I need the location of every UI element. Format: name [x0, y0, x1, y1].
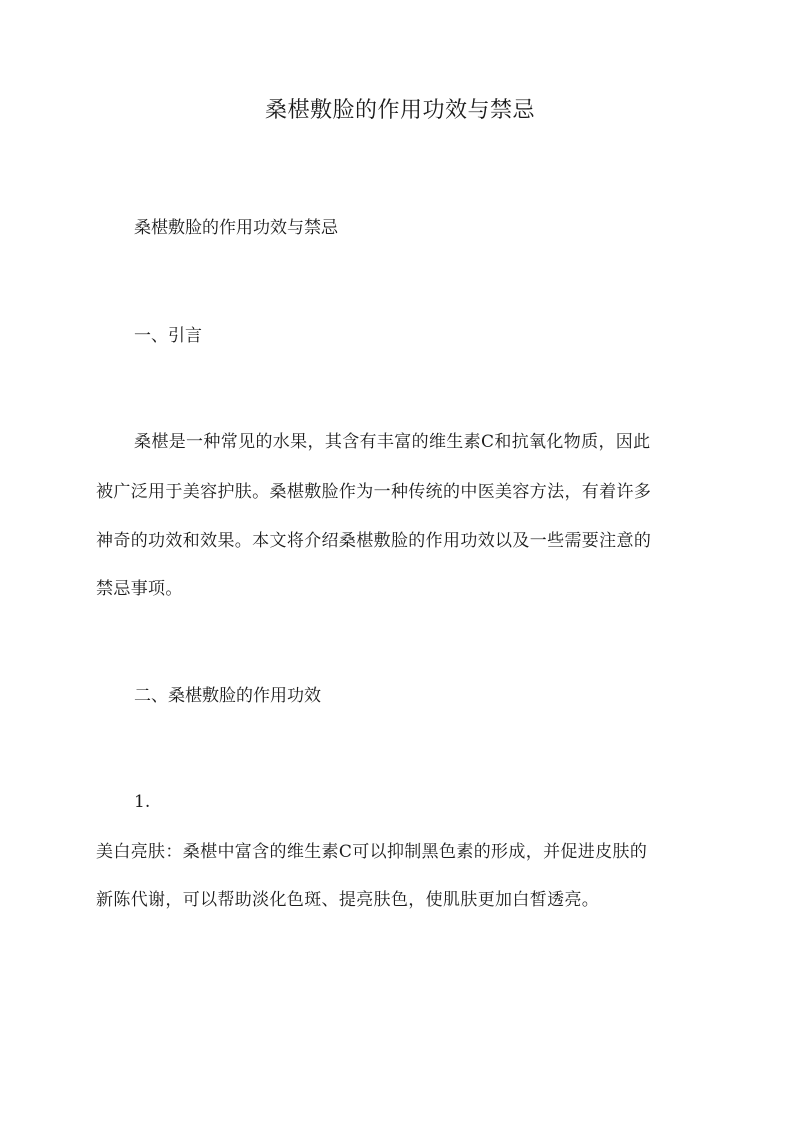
- paragraph-line: 神奇的功效和效果。本文将介绍桑椹敷脸的作用功效以及一些需要注意的: [96, 531, 652, 551]
- list-item-number: 1.: [134, 792, 151, 812]
- paragraph-line: 桑椹是一种常见的水果，其含有丰富的维生素C和抗氧化物质，因此: [134, 432, 651, 452]
- paragraph-line: 美白亮肤：桑椹中富含的维生素C可以抑制黑色素的形成，并促进皮肤的: [96, 842, 648, 862]
- paragraph-line: 禁忌事项。: [96, 579, 183, 599]
- paragraph-line: 被广泛用于美容护肤。桑椹敷脸作为一种传统的中医美容方法，有着许多: [96, 482, 652, 502]
- section-heading-intro: 一、引言: [134, 326, 202, 346]
- document-subtitle: 桑椹敷脸的作用功效与禁忌: [134, 218, 338, 238]
- paragraph-line: 新陈代谢，可以帮助淡化色斑、提亮肤色，使肌肤更加白皙透亮。: [96, 890, 600, 910]
- document-title: 桑椹敷脸的作用功效与禁忌: [264, 98, 535, 123]
- section-heading-effects: 二、桑椹敷脸的作用功效: [134, 686, 321, 706]
